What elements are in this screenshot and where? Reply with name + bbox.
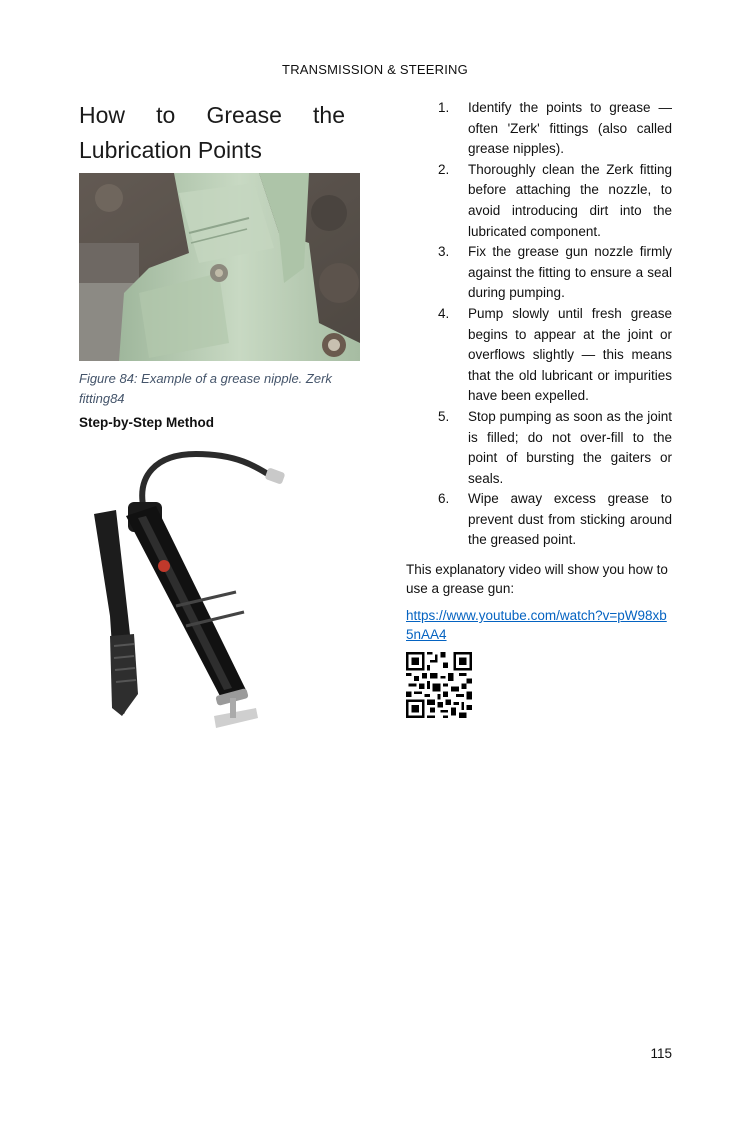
video-intro: This explanatory video will show you how to use a grease gun: [406, 562, 668, 597]
steps-list [406, 98, 672, 551]
left-column [79, 98, 345, 168]
step-text: Thoroughly clean the Zerk fitting before attaching the nozzle, to avoid introducing dirt into the lubricated component. [468, 161, 672, 239]
list-item [406, 160, 672, 242]
step-text: Stop pumping as soon as the joint is filled; do not over-fill to the point of bursting the gaiters or seals. [468, 408, 672, 486]
list-item [406, 489, 672, 551]
video-link[interactable]: https://www.youtube.com/watch?v=pW98xb5nAA4 [406, 608, 667, 643]
list-item [406, 242, 672, 304]
list-item [406, 407, 672, 489]
figure-caption: Figure 84: Example of a grease nipple. Zerk fitting84 [79, 371, 332, 406]
step-number: 2. [438, 161, 450, 177]
right-column [406, 98, 672, 718]
list-item [406, 304, 672, 407]
step-text: Identify the points to grease — often 'Zerk' fittings (also called grease nipples). [468, 100, 672, 157]
qr-code-icon [406, 652, 472, 718]
step-text: Pump slowly until fresh grease begins to appear at the joint or overflows slightly — this means that the old lubricant or impurities have been expelled. [468, 305, 672, 404]
step-number: 4. [438, 305, 450, 321]
step-number: 3. [438, 244, 450, 260]
step-by-step-heading: Step-by-Step Method [79, 415, 214, 430]
grease-nipple-photo [79, 173, 360, 361]
step-text: Wipe away excess grease to prevent dust from sticking around the greased point. [468, 491, 672, 548]
step-number: 6. [438, 491, 450, 507]
section-title: How to Grease the Lubrication Points [79, 102, 345, 163]
list-item [406, 98, 672, 160]
grease-gun-photo [86, 446, 286, 738]
step-number: 5. [438, 408, 450, 424]
page-number: 115 [650, 1046, 672, 1061]
step-text: Fix the grease gun nozzle firmly against the fitting to ensure a seal during pumping. [468, 244, 672, 301]
step-number: 1. [438, 100, 450, 115]
running-header: TRANSMISSION & STEERING [282, 62, 468, 77]
